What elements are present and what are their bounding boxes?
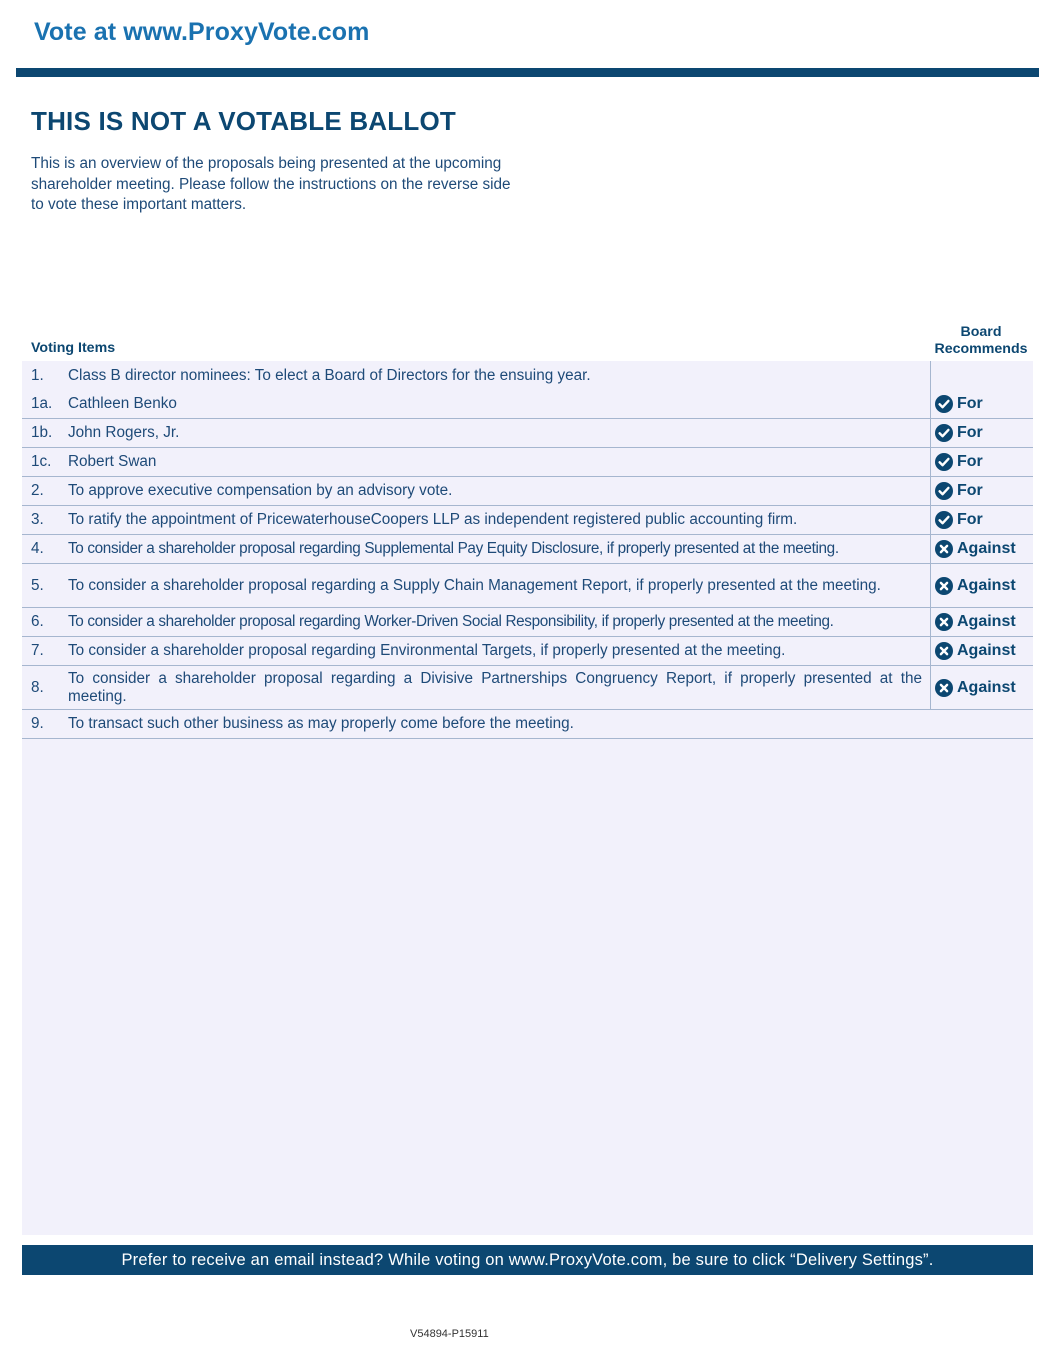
item-description: John Rogers, Jr. — [68, 424, 180, 442]
proxyvote-link[interactable]: Vote at www.ProxyVote.com — [34, 18, 370, 46]
table-row — [22, 564, 1033, 608]
page-title: THIS IS NOT A VOTABLE BALLOT — [31, 106, 456, 136]
item-number: 1b. — [31, 424, 53, 441]
item-number: 1a. — [31, 395, 53, 412]
recommendation-against — [935, 642, 1016, 660]
x-circle-icon — [935, 679, 957, 697]
check-circle-icon — [935, 395, 957, 413]
item-number: 2. — [31, 482, 44, 499]
item-number: 5. — [31, 576, 44, 594]
table-row — [22, 506, 1033, 535]
item-description: To consider a shareholder proposal regarding Supplemental Pay Equity Disclosure, if properly presented at the meeting. — [68, 540, 839, 558]
table-row — [22, 710, 1033, 739]
table-row — [22, 448, 1033, 477]
x-circle-icon — [935, 577, 957, 595]
recommendation-against — [935, 679, 1016, 697]
intro-paragraph: This is an overview of the proposals being presented at the upcoming shareholder meeting. Please follow the instructions on the reverse side to vote these important matters. — [31, 155, 511, 213]
recommendation-against — [935, 540, 1016, 558]
item-number: 4. — [31, 540, 44, 557]
item-number: 7. — [31, 642, 44, 659]
recommendation-for — [935, 482, 983, 500]
item-description: Robert Swan — [68, 453, 157, 471]
recommendation-label: For — [957, 395, 983, 412]
table-row — [22, 361, 1033, 390]
table-row — [22, 608, 1033, 637]
item-number: 9. — [31, 715, 44, 732]
recommendation-label: Against — [957, 642, 1016, 659]
x-circle-icon — [935, 642, 957, 660]
item-number: 3. — [31, 511, 44, 528]
voting-items-table — [22, 361, 1033, 739]
item-description: Cathleen Benko — [68, 395, 177, 413]
recommendation-cell — [930, 390, 1033, 418]
recommendation-for — [935, 511, 983, 529]
check-circle-icon — [935, 482, 957, 500]
recommendation-label: For — [957, 511, 983, 528]
voting-items-panel — [22, 361, 1033, 1235]
recommendation-cell — [930, 608, 1033, 636]
recommendation-cell — [930, 535, 1033, 563]
recommendation-against — [935, 613, 1016, 631]
item-number: 1. — [31, 366, 44, 384]
email-notice-bar: Prefer to receive an email instead? While voting on www.ProxyVote.com, be sure to click “Delivery Settings”. — [22, 1245, 1033, 1275]
x-circle-icon — [935, 540, 957, 558]
recommendation-cell — [930, 506, 1033, 534]
recommendation-for — [935, 395, 983, 413]
table-row — [22, 637, 1033, 666]
item-description: To approve executive compensation by an advisory vote. — [68, 482, 453, 500]
check-circle-icon — [935, 453, 957, 471]
table-row — [22, 477, 1033, 506]
recommendation-label: Against — [957, 678, 1016, 696]
item-description: To consider a shareholder proposal regarding a Supply Chain Management Report, if properly presented at the meeting. — [68, 576, 881, 594]
recommendation-against — [935, 577, 1016, 595]
item-number: 8. — [31, 678, 44, 696]
item-number: 6. — [31, 613, 44, 630]
recommendation-for — [935, 453, 983, 471]
recommendation-cell — [930, 637, 1033, 665]
recommendation-label: For — [957, 453, 983, 470]
item-description: To transact such other business as may properly come before the meeting. — [68, 715, 574, 733]
item-description: To ratify the appointment of PricewaterhouseCoopers LLP as independent registered public accounting firm. — [68, 511, 798, 529]
recommendation-cell — [930, 564, 1033, 607]
recommendation-label: Against — [957, 540, 1016, 557]
recommendation-cell — [930, 361, 1033, 390]
recommendation-cell — [930, 419, 1033, 447]
recommendation-label: For — [957, 482, 983, 499]
item-description: To consider a shareholder proposal regarding a Divisive Partnerships Congruency Report, if properly presented at the meeting. — [68, 670, 922, 705]
board-recommends-header-line1: Board — [960, 324, 1002, 340]
item-description: Class B director nominees: To elect a Board of Directors for the ensuing year. — [68, 366, 591, 384]
recommendation-label: Against — [957, 613, 1016, 630]
table-row — [22, 535, 1033, 564]
recommendation-cell — [930, 448, 1033, 476]
recommendation-cell — [930, 666, 1033, 709]
recommendation-label: For — [957, 424, 983, 441]
item-number: 1c. — [31, 453, 52, 470]
table-row — [22, 419, 1033, 448]
recommendation-for — [935, 424, 983, 442]
item-description: To consider a shareholder proposal regarding Environmental Targets, if properly presented at the meeting. — [68, 642, 786, 660]
recommendation-label: Against — [957, 576, 1016, 594]
voting-items-header: Voting Items — [31, 340, 116, 356]
table-row — [22, 390, 1033, 419]
recommendation-cell — [930, 477, 1033, 505]
x-circle-icon — [935, 613, 957, 631]
board-recommends-header-line2: Recommends — [934, 340, 1028, 357]
item-description: To consider a shareholder proposal regarding Worker-Driven Social Responsibility, if properly presented at the meeting. — [68, 613, 834, 631]
table-row — [22, 666, 1033, 710]
board-recommends-header — [931, 324, 1031, 357]
document-code: V54894-P15911 — [410, 1328, 489, 1340]
check-circle-icon — [935, 424, 957, 442]
header-divider-bar — [16, 68, 1039, 77]
check-circle-icon — [935, 511, 957, 529]
